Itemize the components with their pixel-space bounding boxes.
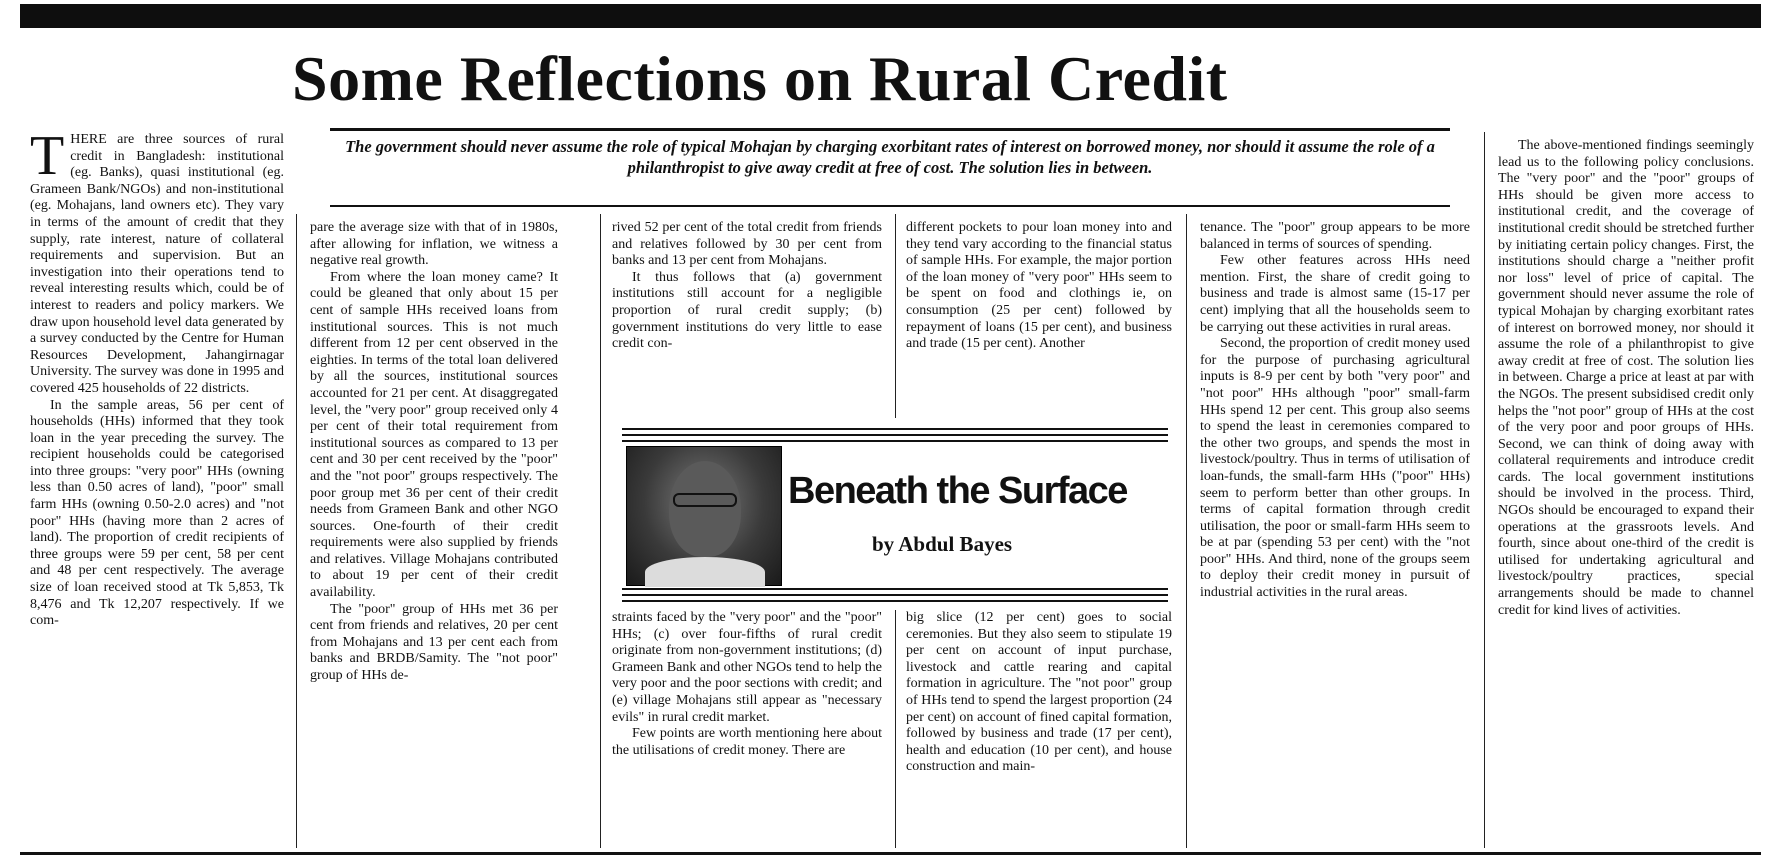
article-column-3-top: [612, 220, 882, 416]
author-shirt: [645, 557, 765, 587]
author-photo: [626, 446, 782, 586]
paragraph: rived 52 per cent of the total credit from friends and relatives followed by 30 per cent from banks and 13 per cent from Mohajans.: [612, 220, 882, 269]
paragraph: In the sample areas, 56 per cent of households (HHs) informed that they took loan in the year preceding the survey. The recipient households could be categorised into three groups: "very poor" HHs (owning less than 0.50 acres of land), "poor" small farm HHs (owning 0.50-2.0 acres) and "not poor" HHs (having more than 2 acres of land). The proportion of credit recipients of three groups were 59 per cent, 58 per cent and 48 per cent respectively. The average size of loan received stood at Tk 5,853, Tk 8,476 and Tk 12,207 respectively. If we com-: [30, 397, 284, 629]
box-rule: [622, 434, 1168, 436]
paragraph: pare the average size with that of in 1980s, after allowing for inflation, we witness a negative real growth.: [310, 220, 558, 269]
paragraph: straints faced by the "very poor" and the "poor" HHs; (c) over four-fifths of rural credit originate from non-government institutions; (d) Grameen Bank and other NGOs tend to help the very poor and the poor sections with credit; and (e) village Mohajans still appear as "necessary evils" in rural credit market.: [612, 610, 882, 725]
box-rule: [622, 600, 1168, 602]
article-column-4-bottom: [906, 610, 1172, 848]
column-divider: [895, 610, 896, 848]
bottom-rule: [20, 852, 1761, 855]
paragraph: Few other features across HHs need mention. First, the share of credit going to business and trade is almost same (15-17 per cent) implying that all the households seem to be carrying out these activities in rural areas.: [1200, 253, 1470, 335]
column-divider: [1186, 214, 1187, 848]
column-divider: [1484, 132, 1485, 848]
column-divider: [600, 214, 601, 848]
paragraph: Few points are worth mentioning here about the utilisations of credit money. There are: [612, 726, 882, 758]
byline: by Abdul Bayes: [872, 532, 1013, 556]
top-rule-bar: [20, 4, 1761, 28]
column-logo-box: [622, 428, 1168, 602]
article-column-2: [310, 220, 558, 848]
article-column-6: [1498, 138, 1754, 848]
paragraph: different pockets to pour loan money into and they tend vary according to the financial status of sample HHs. For example, the major portion of the loan money of "very poor" HHs seem to be spent on food and clothings ie, on consumption (25 per cent) followed by repayment of loans (15 per cent), and business and trade (15 per cent). Another: [906, 220, 1172, 352]
box-rule: [622, 588, 1168, 590]
column-heading: Beneath the Surface: [788, 470, 1127, 512]
glasses-icon: [673, 493, 737, 507]
paragraph: The "poor" group of HHs met 36 per cent from friends and relatives, 20 per cent from Mohajans and 13 per cent each from banks and BRDB/Samity. The "not poor" group of HHs de-: [310, 601, 558, 684]
box-rule: [622, 594, 1168, 596]
article-title: Some Reflections on Rural Credit: [292, 43, 1228, 114]
paragraph: The above-mentioned findings seemingly lead us to the following policy conclusions. The "very poor" and the "poor" groups of HHs should be given more access to institutional credit, and the coverage of institutional credit should be stretched further by initiating certain policy changes. First, the institutions should charge a "neither profit nor loss" level of price of capital. The government should never assume the role of typical Mohajan by charging exorbitant rates of interest on borrowed money, nor should it assume the role of a philanthropist to give away credit at free of cost. The solution lies in between. Charge a price at least at par with the NGOs. The present subsidised credit only helps the "not poor" group of HHs at the cost of the very poor and poor groups of HHs. Second, we can think of doing away with collateral requirements and introduce credit cards. The local government institutions should be involved in the process. Third, NGOs should be encouraged to expand their operations at the grassroots levels. And fourth, since about one-third of the credit is utilised for undertaking agricultural and livestock/poultry practices, special arrangements should be made to channel credit for kind lives of activities.: [1498, 138, 1754, 618]
paragraph: big slice (12 per cent) goes to social ceremonies. But they also seem to stipulate 19 per cent on account of input purchase, livestock and cattle rearing and capital formation in agriculture. The "not poor" group of HHs tend to spend the largest proportion (24 per cent) on account of fined capital formation, followed by business and trade (17 per cent), health and education (10 per cent), and house construction and main-: [906, 610, 1172, 775]
paragraph: Second, the proportion of credit money used for the purpose of purchasing agricultural inputs is 8-9 per cent by both "very poor" and "not poor" HHs although "poor" small-farm HHs spend 12 per cent. This group also seems to spend the least in ceremonies compared to the other two groups, and spends the most in livestock/poultry. Thus in terms of utilisation of loan-funds, the small-farm HHs ("poor" HHs) seem to perform better than other groups. In terms of capital formation through credit utilisation, the poor or small-farm HHs seem to be at par (spending 53 per cent) with the "not poor" HHs. And third, none of the groups seem to deploy their credit money in pursuit of industrial activities in the rural areas.: [1200, 336, 1470, 601]
article-deck: The government should never assume the role of typical Mohajan by charging exorbitant rates of interest on borrowed money, nor should it assume the role of a philanthropist to give away credit at free of cost. The solution lies in between.: [345, 137, 1435, 177]
paragraph: HERE are three sources of rural credit in Bangladesh: institutional (eg. Banks), quasi institutional (eg. Grameen Bank/NGOs) and non-institutional (eg. Mohajans, land owners etc). They vary in terms of the amount of credit that they supply, rate interest, nature of collateral requirements and supervision. But an investigation into their operations tend to reveal interesting results which, could be of interest to readers and policy markers. We draw upon household level data generated by a survey conducted by the Centre for Human Resources Development, Jahangirnagar University. The survey was done in 1995 and covered 425 households of 22 districts.: [30, 132, 284, 396]
box-rule: [622, 428, 1168, 430]
article-column-1: [30, 132, 284, 848]
drop-cap: T: [30, 132, 65, 187]
paragraph: tenance. The "poor" group appears to be more balanced in terms of sources of spending.: [1200, 220, 1470, 252]
article-column-4-top: [906, 220, 1172, 416]
paragraph: From where the loan money came? It could be gleaned that only about 15 per cent of sample HHs received loans from institutional sources. This is not much different from 12 per cent observed in the eighties. In terms of the total loan delivered by all the sources, institutional sources accounted for 21 per cent. At disaggregated level, the "very poor" group received only 4 per cent of their total requirement from institutional sources as compared to 13 per cent and 30 per cent received by the "poor" and the "not poor" groups respectively. The poor group met 36 per cent of their credit needs from Grameen Bank and other NGO sources. One-fourth of their credit requirements were also supplied by friends and relatives. Village Mohajans contributed to about 19 per cent of their credit availability.: [310, 269, 558, 601]
column-divider: [296, 214, 297, 848]
article-column-5: [1200, 220, 1470, 848]
author-face: [669, 461, 741, 557]
deck-bottom-rule: [330, 205, 1450, 207]
box-rule: [622, 440, 1168, 442]
deck-top-rule: [330, 128, 1450, 131]
column-divider: [895, 214, 896, 418]
paragraph: It thus follows that (a) government institutions still account for a negligible proportion of rural credit supply; (b) government institutions do very little to ease credit con-: [612, 269, 882, 352]
article-column-3-bottom: [612, 610, 882, 848]
